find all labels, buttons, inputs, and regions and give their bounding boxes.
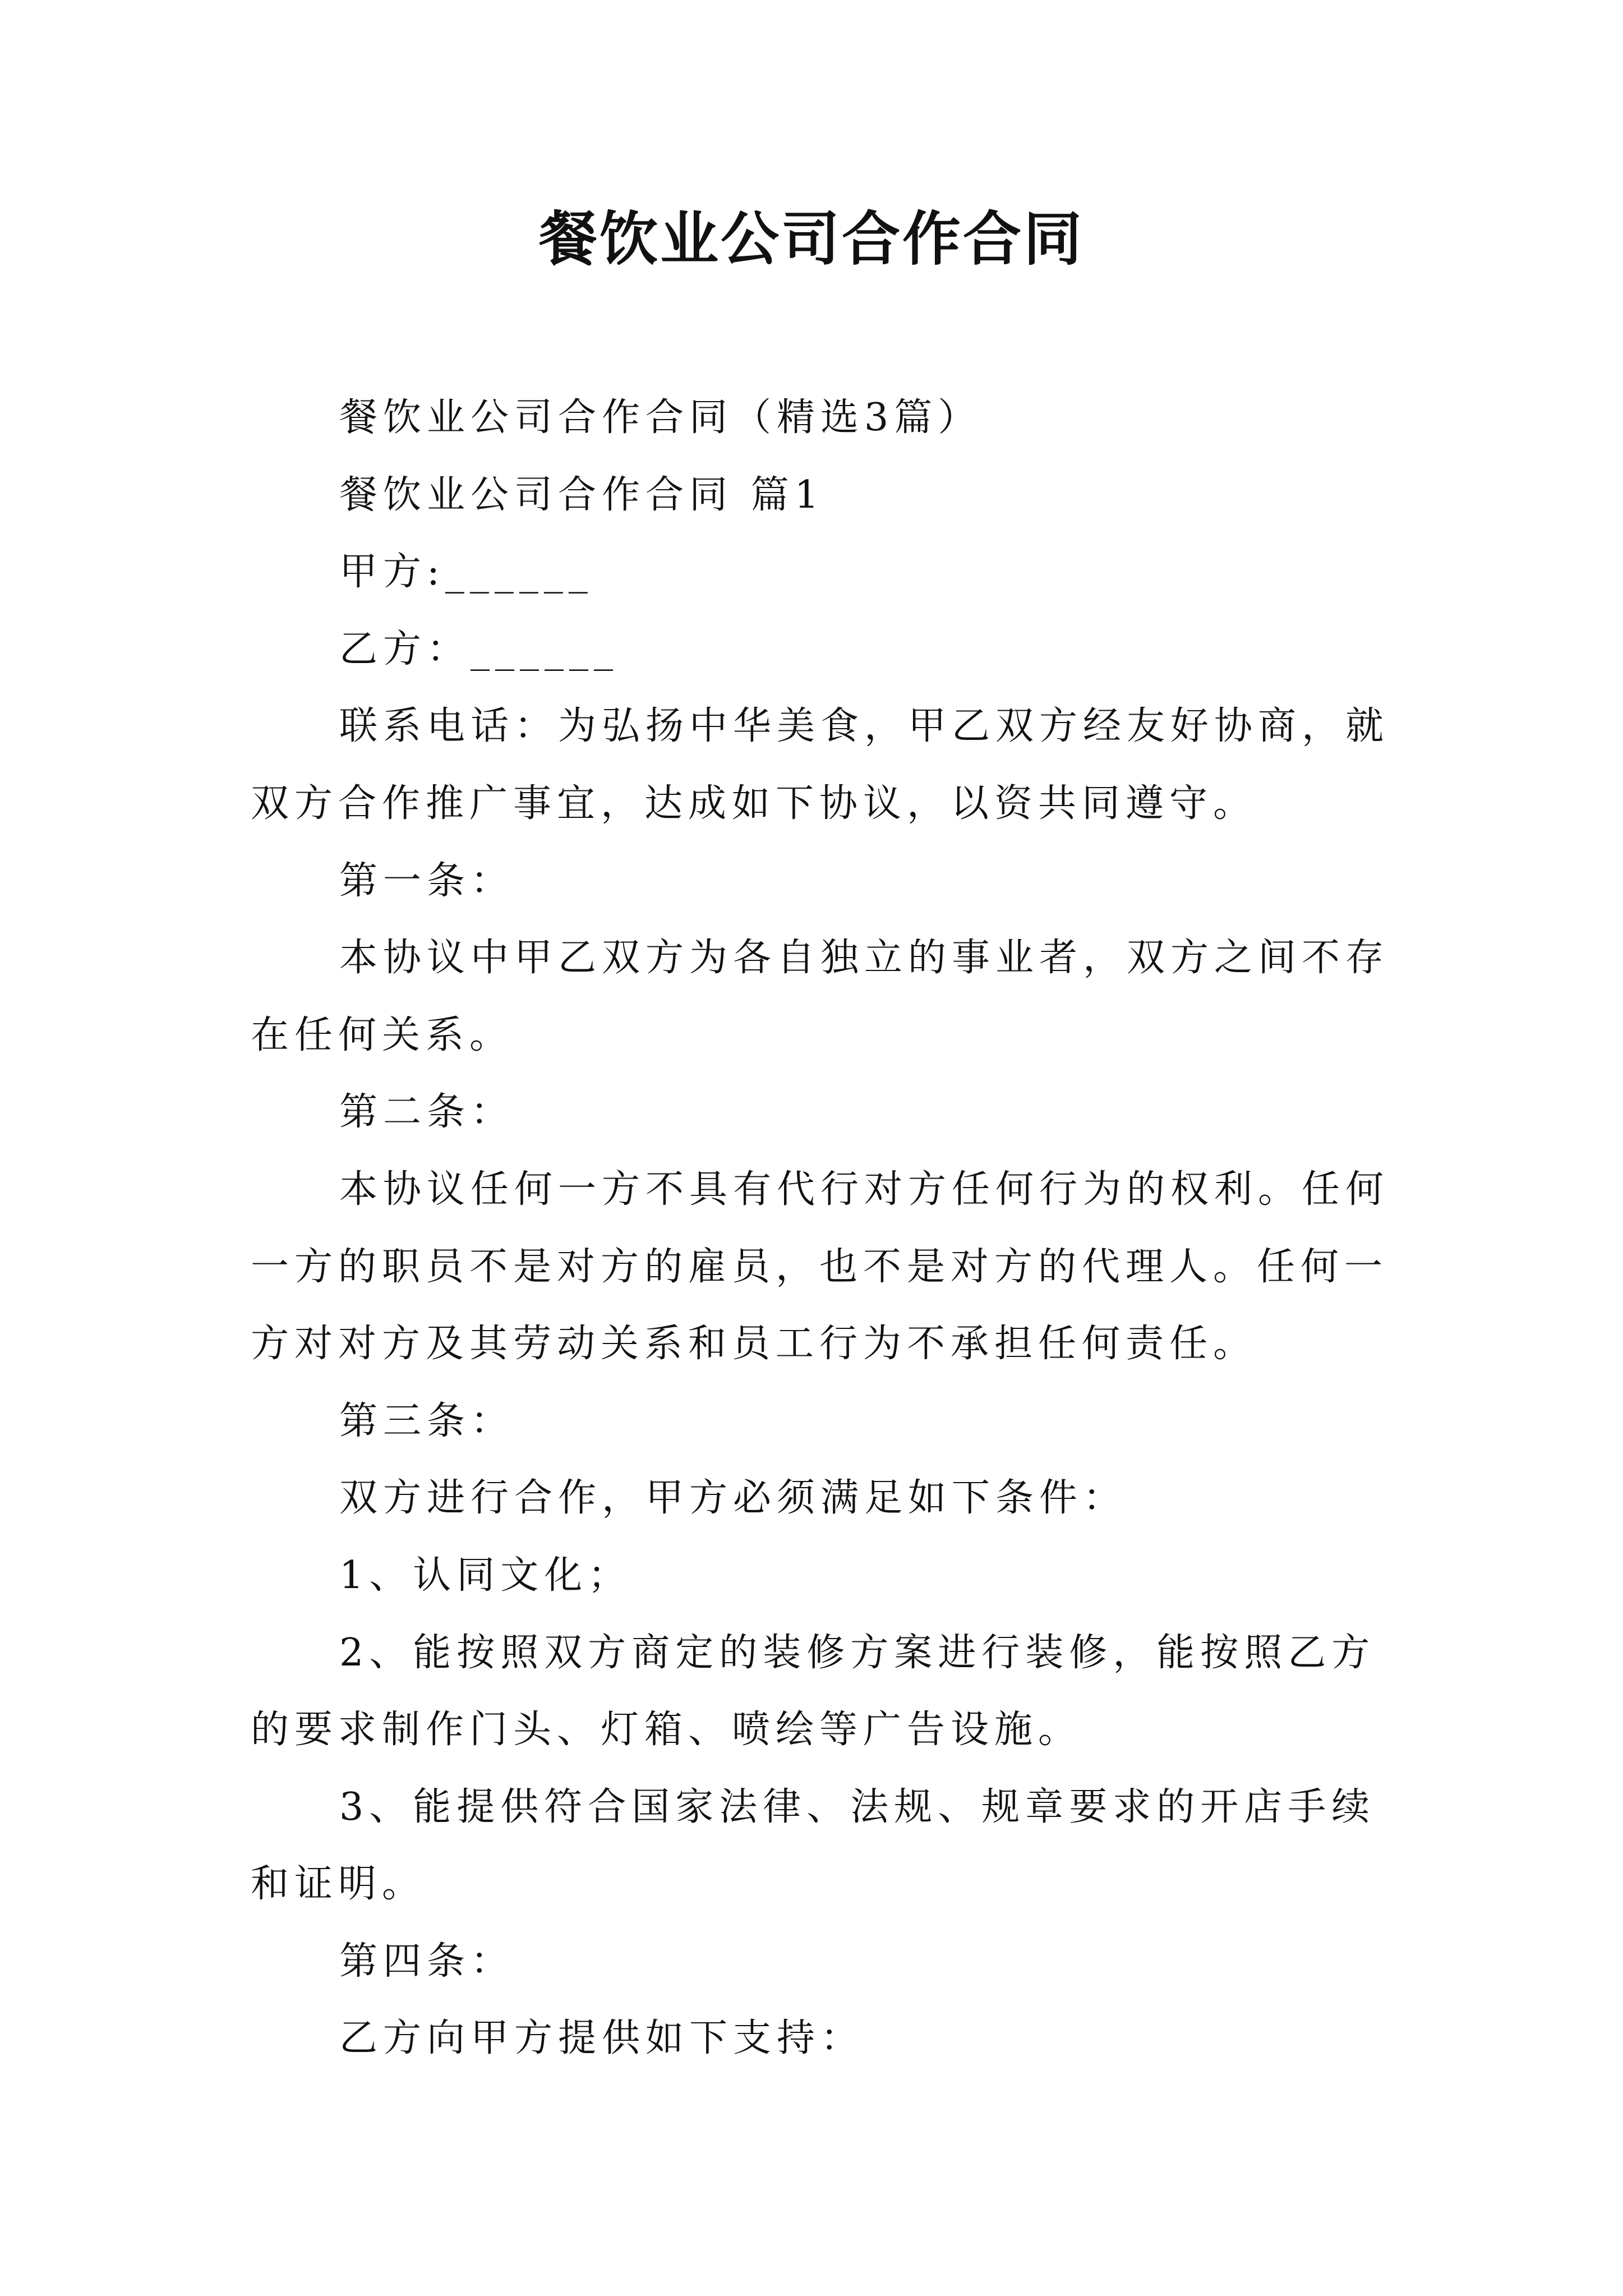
article-1-heading	[251, 843, 1417, 920]
paragraph-line: 2、能按照双方商定的装修方案进行装修，能按照乙方	[339, 1630, 1376, 1675]
paragraph-line: 第二条：	[339, 1090, 515, 1135]
article-3-item-2	[251, 1614, 1417, 1769]
paragraph-line: 3、能提供符合国家法律、法规、规章要求的开店手续	[339, 1784, 1376, 1829]
article-2-body	[251, 1151, 1417, 1383]
contact-preamble	[251, 688, 1417, 842]
paragraph-line: 联系电话：为弘扬中华美食，甲乙双方经友好协商，就	[339, 704, 1390, 749]
contract-heading	[251, 457, 1417, 534]
paragraph-line: 1、认同文化；	[339, 1553, 632, 1598]
paragraph-line: 乙方：______	[339, 627, 619, 671]
paragraph-line: 第一条：	[339, 858, 515, 903]
collection-heading	[251, 379, 1417, 457]
document-title: 餐饮业公司合作合同	[538, 204, 1084, 273]
paragraph-line: 和证明。	[251, 1862, 426, 1907]
paragraph-line: 双方合作推广事宜，达成如下协议，以资共同遵守。	[251, 781, 1257, 826]
paragraph-line: 第三条：	[339, 1398, 515, 1443]
party-b-field	[251, 611, 1417, 688]
paragraph-line: 第四条：	[339, 1939, 515, 1984]
document-body	[251, 379, 1417, 2077]
party-a-field	[251, 533, 1417, 611]
paragraph-line: 本协议中甲乙双方为各自独立的事业者，双方之间不存	[339, 936, 1390, 981]
paragraph-line: 双方进行合作，甲方必须满足如下条件：	[339, 1476, 1127, 1521]
paragraph-line: 的要求制作门头、灯箱、喷绘等广告设施。	[251, 1708, 1082, 1752]
article-1-body	[251, 919, 1417, 1074]
paragraph-line: 本协议任何一方不具有代行对方任何行为的权利。任何	[339, 1167, 1390, 1212]
paragraph-line: 乙方向甲方提供如下支持：	[339, 2016, 865, 2061]
article-4-heading	[251, 1923, 1417, 2000]
article-3-item-3	[251, 1769, 1417, 1923]
paragraph-line: 餐饮业公司合作合同 篇1	[339, 472, 824, 517]
paragraph-line: 在任何关系。	[251, 1013, 514, 1057]
article-3-heading	[251, 1383, 1417, 1460]
paragraph-line: 方对对方及其劳动关系和员工行为不承担任何责任。	[251, 1322, 1257, 1366]
article-3-item-1	[251, 1537, 1417, 1614]
article-2-heading	[251, 1074, 1417, 1151]
paragraph-line: 餐饮业公司合作合同（精选3篇）	[339, 395, 982, 440]
article-4-intro	[251, 2000, 1417, 2077]
paragraph-line: 一方的职员不是对方的雇员，也不是对方的代理人。任何一	[251, 1244, 1389, 1289]
article-3-intro	[251, 1460, 1417, 1537]
paragraph-line: 甲方:______	[339, 550, 593, 595]
